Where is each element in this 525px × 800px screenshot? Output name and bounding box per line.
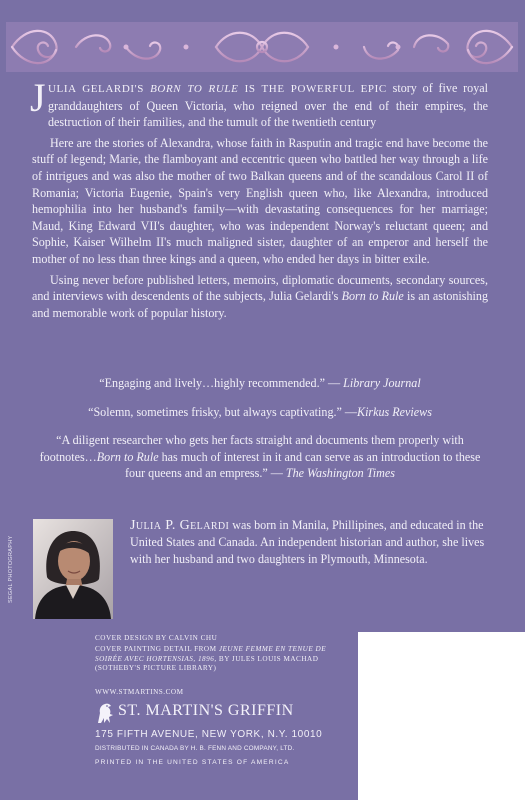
blurb [30,75,488,321]
distribution-line: DISTRIBUTED IN CANADA BY H. B. FENN AND COMPANY, LTD. [95,745,295,752]
blurb-p3-text: Using never before published letters, memoirs, diplomatic documents, secondary sources, and interviews with descendents of the subjects, Julia Gelardi's [32,272,488,304]
blurb-p3-title: Born to Rule [341,289,404,304]
painting-credit-end: BY JULES LOUIS MACHAD (SOTHEBY'S PICTURE LIBRARY) [95,654,319,672]
barcode-panel [358,632,525,800]
quote-library-journal [32,375,488,392]
blurb-lead-title: BORN TO RULE [150,83,239,95]
publisher-address: 175 FIFTH AVENUE, NEW YORK, N.Y. 10010 [95,729,323,740]
quote-text: “A diligent researcher who gets her facts straight and documents them properly with footnotes… [39,433,464,464]
quote-source: Library Journal [343,376,421,390]
author-photo [33,519,113,619]
publisher-website: WWW.STMARTINS.COM [95,688,184,696]
blurb-paragraph-1 [30,75,488,131]
quote-kirkus [32,404,488,421]
blurb-paragraph-2: Here are the stories of Alexandra, whose faith in Rasputin and tragic end have become the stuff of legend; Marie, the flamboyant and eccentric queen who battled her way through a life of intrigues and was also the mother of two Balkan queens and of the scandalous Carol II of Romania; Victoria Eugenie, Spain's very English queen who, like Alexandra, introduced hemophilia into her husband's family—with devastating consequences for her marriage; Maud, King Edward VII's daughter, who was independent Norway's reluctant queen; and Sophie, Kaiser Wilhelm II's much maligned sister, daughter of an emperor and herself the mother of no less than three kings and a queen, who ended her days in bitter exile. [32,135,488,266]
quote-source: The Washington Times [285,466,395,480]
photo-credit: SEGAL PHOTOGRAPHY [8,535,14,603]
painting-title: JEUNE FEMME EN TENUE DE SOIRÉE AVEC HORTENSIAS, 1896, [95,645,327,663]
blurb-paragraph-3 [32,272,488,322]
drop-cap: J [30,75,46,120]
blurb-lead-caps: ULIA GELARDI'S [48,83,151,95]
blurb-p3-end: is an astonishing and memorable work of popular history. [32,289,488,320]
review-quotes [32,375,488,494]
author-portrait-icon [33,519,113,619]
painting-credit-text: COVER PAINTING DETAIL FROM [95,645,219,653]
cover-painting-credit [95,645,355,674]
quote-title: Born to Rule [96,449,159,464]
quote-text: “Solemn, sometimes frisky, but always captivating.” — [88,404,357,419]
griffin-icon [95,701,115,725]
publisher-name: ST. MARTIN'S GRIFFIN [118,702,294,719]
quote-text-end: has much of interest in it and can serve as an introduction to these four queens and an empress.” — [125,449,481,480]
author-name: Julia P. Gelardi [130,518,230,533]
quote-washington-times [32,432,488,482]
quote-source: Kirkus Reviews [357,404,432,419]
cover-design-credit: COVER DESIGN BY CALVIN CHU [95,634,218,642]
author-bio-text: was born in Manila, Phillipines, and educated in the United States and Canada. An independent historian and author, she lives with her husband and two daughters in Plymouth, Minnesota. [130,518,485,566]
blurb-lead-text: story of five royal granddaughters of Queen Victoria, who reigned over the end of their empires, the destruction of their families, and the tumult of the twentieth century [48,81,488,130]
publisher-mark [95,701,355,725]
printed-line: PRINTED IN THE UNITED STATES OF AMERICA [95,759,290,766]
scroll-ornament-icon [6,22,518,72]
author-bio [130,517,490,567]
blurb-lead-caps-rest: IS THE POWERFUL EPIC [238,83,387,95]
quote-text: “Engaging and lively…highly recommended.” — [99,376,344,390]
